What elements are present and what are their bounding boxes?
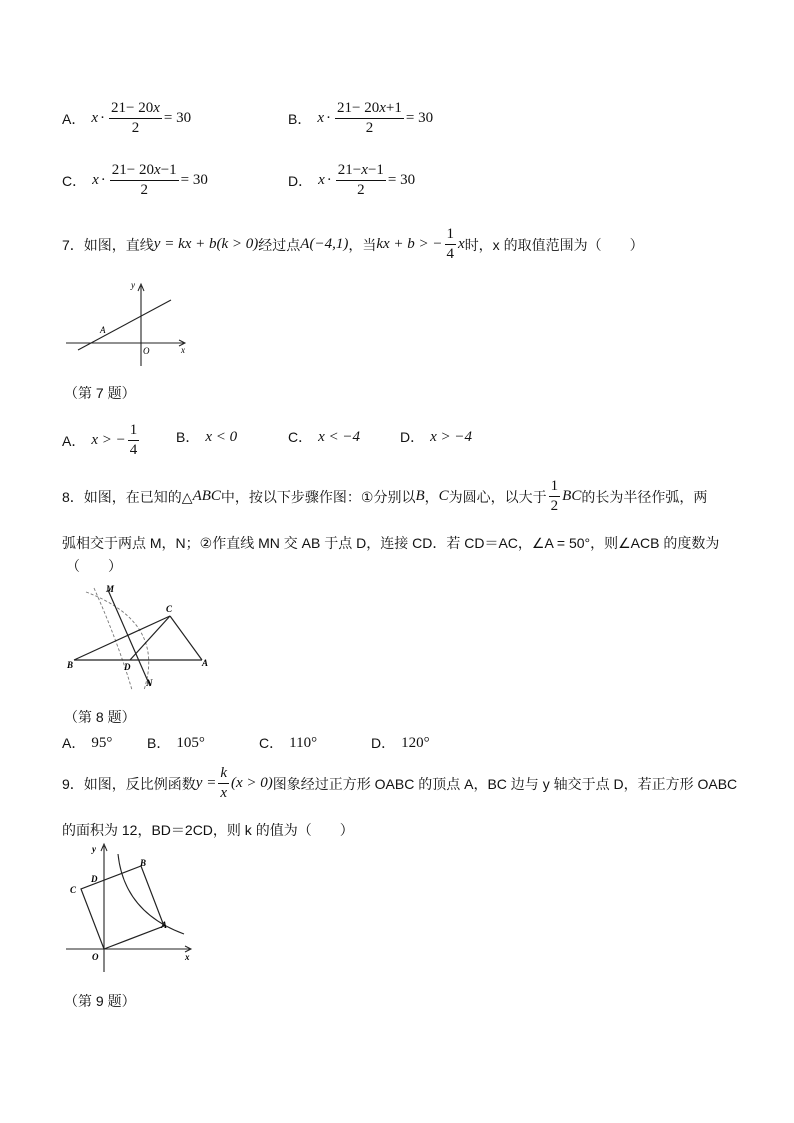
label-y: y (131, 280, 135, 290)
q7-option-a[interactable] (62, 422, 141, 459)
option-label: D． (400, 429, 425, 445)
option-lhs: x (318, 172, 325, 188)
option-rhs: = 30 (387, 172, 416, 188)
q8-segment: BC (562, 488, 582, 504)
option-fraction: $\frac{21- 20x}{2}$ (111, 100, 160, 136)
option-value: x < −4 (318, 428, 361, 445)
option-value: 110° (289, 734, 318, 751)
label-d: D (91, 874, 98, 884)
q7-inequality-var: x (458, 236, 465, 252)
label-b: B (67, 660, 74, 670)
q8-text: ， (424, 488, 439, 505)
option-label: D． (288, 172, 313, 189)
dot-operator: · (326, 172, 332, 188)
q8-triangle: ABC (192, 488, 221, 504)
q8-point: B (415, 488, 425, 504)
label-x: x (185, 952, 190, 962)
label-a: A (161, 920, 168, 930)
label-c: C (166, 604, 173, 614)
option-label: D． (371, 735, 396, 751)
option-rhs: = 30 (405, 110, 434, 126)
q8-text: 为圆心，以大于 (448, 488, 547, 505)
option-label: C． (62, 172, 87, 189)
q6-option-d[interactable] (288, 162, 415, 199)
arc-m-n-right (86, 592, 149, 690)
option-label: C． (259, 735, 284, 751)
option-rhs: = 30 (163, 110, 192, 126)
q7-option-c[interactable] (288, 427, 360, 447)
option-value: 105° (176, 734, 205, 751)
q7-figure (66, 278, 192, 368)
q7-condition: (k > 0) (216, 236, 259, 252)
arc-m-n-left (94, 588, 132, 690)
option-label: A． (62, 735, 86, 751)
q8-caption: （第 8 题） (64, 709, 136, 725)
q8-option-b[interactable] (147, 733, 205, 753)
label-o: O (92, 952, 99, 962)
option-label: B． (147, 735, 171, 751)
option-value: x > −4 (430, 428, 473, 445)
q8-answer-blank: （ ） (66, 558, 122, 574)
q7-text: 经过点 (258, 236, 301, 253)
option-label: C． (288, 429, 313, 445)
q9-figure (64, 842, 200, 976)
option-label: A． (62, 110, 86, 127)
q7-text: ，当 (348, 236, 377, 253)
q6-option-b[interactable] (288, 100, 433, 137)
segment-cd (130, 616, 170, 660)
label-d: D (124, 662, 131, 672)
question-number: 7． (62, 236, 84, 253)
q8-fraction: $\frac{1}{2}$ (550, 478, 559, 514)
q8-option-c[interactable] (259, 733, 317, 753)
dot-operator: · (326, 110, 332, 126)
label-a: A (100, 325, 106, 335)
q7-line-equation: y = kx + b (153, 236, 217, 252)
question-number: 8． (62, 488, 84, 505)
label-a: A (202, 658, 209, 668)
option-lhs: x (317, 110, 325, 126)
dot-operator: · (100, 110, 106, 126)
q9-text: 如图，反比例函数 (83, 775, 196, 792)
q8-stem-line2: 弧相交于两点 M，N；②作直线 MN 交 AB 于点 D，连接 CD．若 CD＝AC，∠A = 50°，则∠ACB 的度数为 (62, 535, 720, 551)
option-rhs: = 30 (180, 172, 208, 188)
option-label: B． (288, 110, 312, 127)
q8-option-d[interactable] (371, 733, 430, 753)
hyperbola (118, 854, 184, 934)
q8-text: 的长为半径作弧，两 (581, 488, 708, 505)
option-value: x > − (91, 432, 126, 448)
q8-figure (66, 582, 216, 694)
q9-function: y = (195, 775, 217, 791)
q7-stem (62, 226, 644, 263)
q8-option-a[interactable] (62, 733, 112, 753)
label-y: y (92, 844, 96, 854)
option-fraction: $\frac{1}{4}$ (129, 422, 138, 458)
label-o: O (143, 346, 150, 356)
q7-option-d[interactable] (400, 427, 472, 447)
option-fraction: $\frac{21- 20x+1}{2}$ (337, 100, 402, 136)
option-value: 95° (91, 734, 113, 751)
label-n: N (146, 678, 153, 688)
q8-text: 中，按以下步骤作图：①分别以 (220, 488, 416, 505)
option-fraction: $\frac{21-x-1}{2}$ (337, 162, 384, 198)
q8-text: 如图，在已知的△ (83, 488, 193, 505)
q9-text: 图象经过正方形 OABC 的顶点 A，BC 边与 y 轴交于点 D，若正方形 OABC (272, 775, 738, 792)
q7-fraction: $\frac{1}{4}$ (446, 226, 455, 262)
q7-option-b[interactable] (176, 427, 237, 447)
label-m: M (106, 584, 115, 594)
q7-caption: （第 7 题） (64, 385, 136, 401)
option-label: B． (176, 429, 200, 445)
q9-caption: （第 9 题） (64, 993, 136, 1009)
q9-stem-line1 (62, 765, 737, 802)
option-label: A． (62, 432, 86, 449)
segment-ca (170, 616, 202, 660)
q7-text: 时，x 的取值范围为（ ） (464, 236, 644, 253)
label-x: x (181, 345, 185, 355)
option-value: 120° (401, 734, 430, 751)
dot-operator: · (100, 172, 106, 188)
q6-option-c[interactable] (62, 162, 208, 199)
option-value: x < 0 (205, 428, 238, 445)
q9-stem-line2: 的面积为 12，BD＝2CD，则 k 的值为（ ） (62, 822, 354, 838)
q9-fraction: $\frac{k}{x}$ (220, 765, 227, 801)
q8-point: C (438, 488, 449, 504)
label-c: C (70, 885, 77, 895)
option-lhs: x (91, 110, 99, 126)
option-fraction: $\frac{21- 20x-1}{2}$ (111, 162, 177, 198)
q8-stem-line1 (62, 478, 707, 515)
q7-point: A(−4,1) (300, 236, 349, 252)
q7-inequality: kx + b > − (376, 236, 443, 252)
q6-option-a[interactable] (62, 100, 191, 137)
q7-text: 如图，直线 (83, 236, 154, 253)
q9-condition: (x > 0) (231, 775, 273, 791)
option-lhs: x (92, 172, 99, 188)
question-number: 9． (62, 775, 84, 792)
label-b: B (140, 858, 147, 868)
